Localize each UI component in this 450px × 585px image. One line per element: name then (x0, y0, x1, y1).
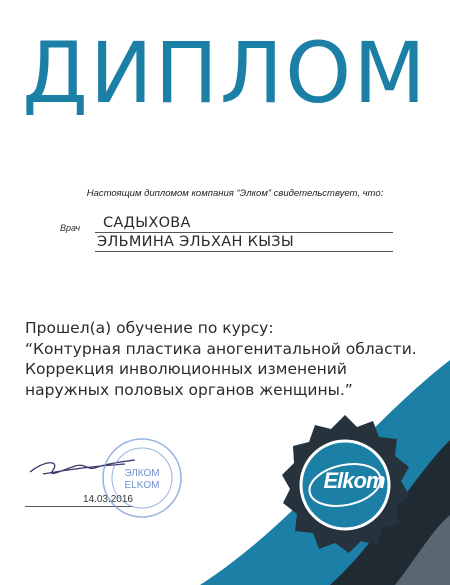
role-label: Врач (60, 223, 81, 233)
course-title-line-2: Коррекция инволюционных изменений (25, 360, 347, 378)
company-stamp (100, 436, 184, 520)
course-heading: Прошел(а) обучение по курсу: (25, 319, 274, 337)
course-title-line-1: “Контурная пластика аногенитальной области. (25, 339, 417, 358)
diploma-title: ДИПЛОМ (22, 24, 428, 122)
intro-text: Настоящим дипломом компания “Элком” свидетельствует, что: (86, 188, 384, 199)
recipient-given-name: ЭЛЬМИНА ЭЛЬХАН КЫЗЫ (95, 234, 393, 252)
stamp-text-top: ЭЛКОМ (124, 468, 160, 479)
elkom-logo: Elkom (323, 468, 385, 493)
issue-date: 14.03.2016 (25, 494, 133, 507)
stamp-text-bottom: ELKOM (124, 480, 160, 491)
course-title-line-3: наружных половых органов женщины.” (25, 380, 353, 399)
recipient-surname: САДЫХОВА (95, 215, 393, 233)
